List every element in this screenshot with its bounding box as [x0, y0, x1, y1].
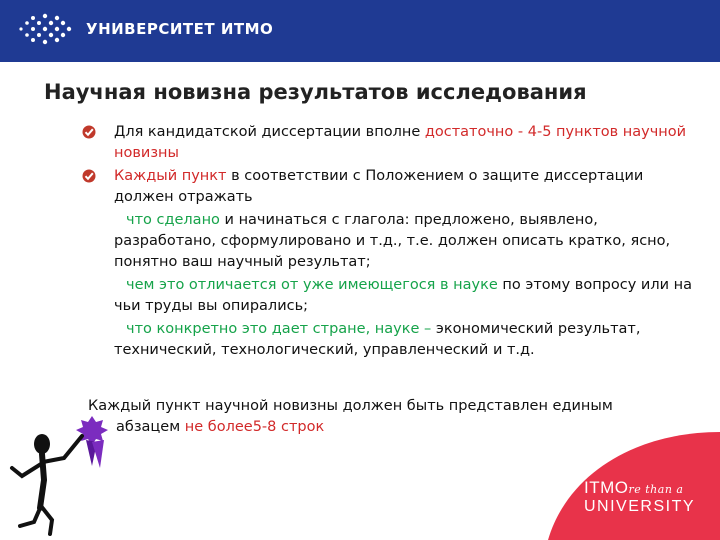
sub-item	[82, 319, 692, 361]
bullet-text: Для кандидатской диссертации вполне	[114, 124, 425, 140]
footer-text: абзацем	[116, 419, 185, 435]
bullet-highlight: Каждый пункт	[114, 168, 227, 184]
sub-lead: чем это отличается от уже имеющегося в науке	[126, 277, 498, 293]
sub-item	[82, 210, 692, 273]
brand-itmo-text: ITMO	[584, 478, 629, 497]
checkmark-bullet-icon	[82, 125, 96, 139]
header-title: УНИВЕРСИТЕТ ИТМО	[86, 20, 274, 38]
brand-itmo	[584, 478, 683, 498]
sub-lead: что сделано	[126, 212, 220, 228]
bullet-highlight: достаточно - 4-5 пунктов научной новизны	[114, 124, 687, 161]
bullet-item	[82, 122, 692, 164]
brand-tagline: re than a	[628, 483, 684, 496]
slide-title: Научная новизна результатов исследования	[44, 80, 587, 104]
bullet-item	[82, 166, 692, 208]
stickman-illustration	[0, 408, 120, 538]
header-bar	[0, 0, 720, 62]
sub-text: по этому вопросу или на чьи труды вы опирались;	[114, 277, 692, 314]
footer-line: Каждый пункт научной новизны должен быть представлен единым	[88, 398, 613, 414]
brand-university: UNIVERSITY	[584, 498, 696, 515]
checkmark-bullet-icon	[82, 169, 96, 183]
footer-highlight: не более5-8 строк	[184, 419, 325, 435]
bullet-list	[82, 122, 692, 361]
sub-item	[82, 275, 692, 317]
itmo-logo-icon	[18, 12, 74, 46]
bullet-text: в соответствии с Положением о защите диссертации должен отражать	[114, 168, 644, 205]
sub-text: и начинаться с глагола: предложено, выявлено, разработано, сформулировано и т.д., т.е. должен описать кратко, ясно, понятно ваш научный результат;	[114, 212, 671, 270]
sub-text: экономический результат, технический, технологический, управленческий и т.д.	[114, 321, 641, 358]
sub-lead: что конкретно это дает стране, науке –	[126, 321, 432, 337]
